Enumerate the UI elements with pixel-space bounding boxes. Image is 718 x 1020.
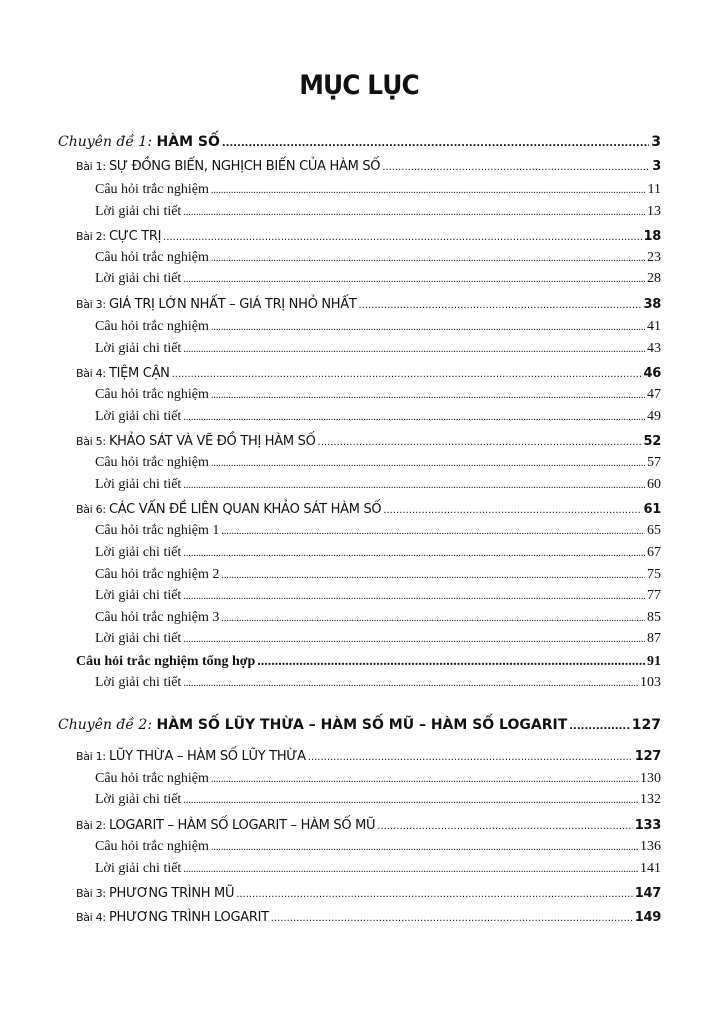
toc-entry-prefix: Bài 5:: [76, 435, 109, 448]
toc-entry-prefix: Bài 3:: [76, 887, 109, 900]
toc-page-number: 49: [647, 409, 661, 424]
toc-entry-label: [76, 910, 269, 925]
toc-page-number: 136: [640, 839, 661, 854]
toc-page-number: 28: [647, 271, 661, 286]
toc-entry-title: Lời giải chi tiết: [95, 792, 182, 807]
toc-subentry[interactable]: [95, 409, 661, 425]
toc-entry-title: Câu hỏi trắc nghiệm: [95, 182, 209, 197]
toc-entry-title: Câu hỏi trắc nghiệm: [95, 771, 209, 786]
toc-chapter[interactable]: [58, 134, 661, 150]
toc-lesson[interactable]: [76, 886, 661, 901]
dot-leader: [257, 654, 645, 670]
toc-subentry[interactable]: [95, 861, 661, 877]
toc-subentry[interactable]: [95, 588, 661, 604]
toc-page-number: 67: [647, 545, 661, 560]
toc-entry-label: [95, 204, 181, 220]
toc-entry-title: Câu hỏi trắc nghiệm: [95, 839, 209, 854]
toc-entry-title: TIỆM CẬN: [108, 366, 170, 381]
toc-entry-prefix: Bài 4:: [76, 911, 109, 924]
toc-subentry[interactable]: [95, 387, 661, 403]
toc-page-number: 13: [647, 204, 661, 219]
toc-entry-title: CÁC VẤN ĐỀ LIÊN QUAN KHẢO SÁT HÀM SỐ: [108, 502, 382, 517]
toc-entry-label: [95, 861, 181, 877]
toc-lesson[interactable]: [76, 229, 661, 244]
toc-page-number: 141: [640, 861, 661, 876]
toc-entry-label: [95, 271, 181, 287]
toc-subentry[interactable]: [95, 631, 661, 647]
toc-entry-label: [95, 523, 219, 539]
dot-leader: [221, 613, 645, 624]
toc-entry-label: [76, 502, 381, 517]
toc-subentry[interactable]: [95, 523, 661, 539]
toc-lesson[interactable]: [76, 434, 661, 449]
toc-entry-label: [95, 341, 181, 357]
toc-page-number: 52: [643, 434, 661, 449]
dot-leader: [318, 437, 642, 448]
dot-leader: [183, 591, 645, 602]
toc-page-number: 132: [640, 792, 661, 807]
toc-lesson[interactable]: [76, 818, 661, 833]
dot-leader: [183, 274, 645, 285]
page-title: MỤC LỤC: [299, 70, 419, 101]
toc-page-number: 23: [647, 250, 661, 265]
toc-entry-label: [76, 366, 170, 381]
toc-entry-title: Câu hỏi trắc nghiệm: [95, 455, 209, 470]
toc-entry-label: [76, 749, 306, 764]
toc-chapter[interactable]: [58, 717, 661, 733]
toc-entry-title: Lời giải chi tiết: [95, 271, 182, 286]
dot-leader: [183, 864, 638, 875]
dot-leader: [221, 526, 645, 537]
toc-entry-label: [95, 610, 219, 626]
toc-entry-title: Lời giải chi tiết: [95, 631, 182, 646]
toc-entry-title: Lời giải chi tiết: [95, 341, 182, 356]
toc-subentry[interactable]: [76, 654, 661, 670]
dot-leader: [183, 207, 645, 218]
toc-entry-title: PHƯƠNG TRÌNH MŨ: [108, 886, 235, 901]
toc-entry-title: Lời giải chi tiết: [95, 409, 182, 424]
toc-subentry[interactable]: [95, 839, 661, 855]
toc-page-number: 91: [647, 654, 661, 669]
toc-page-number: 38: [643, 297, 661, 312]
toc-entry-label: [76, 886, 234, 901]
toc-entry-label: [95, 409, 181, 425]
toc-entry-label: [95, 182, 209, 198]
toc-entry-label: [58, 717, 567, 733]
toc-page-number: 46: [643, 366, 661, 381]
toc-page-number: 77: [647, 588, 661, 603]
toc-entry-title: Câu hỏi trắc nghiệm: [95, 387, 209, 402]
toc-subentry[interactable]: [95, 204, 661, 220]
dot-leader: [221, 570, 645, 581]
toc-entry-prefix: Bài 6:: [76, 503, 109, 516]
toc-subentry[interactable]: [95, 341, 661, 357]
toc-entry-title: HÀM SỐ: [156, 134, 220, 150]
toc-entry-title: Lời giải chi tiết: [95, 675, 182, 690]
dot-leader: [183, 548, 645, 559]
toc-entry-label: [76, 654, 255, 670]
toc-entry-label: [76, 159, 380, 174]
dot-leader: [377, 821, 632, 832]
toc-lesson[interactable]: [76, 297, 661, 312]
dot-leader: [183, 634, 645, 645]
toc-entry-title: Lời giải chi tiết: [95, 545, 182, 560]
toc-page-number: 127: [634, 749, 661, 764]
toc-entry-title: Lời giải chi tiết: [95, 588, 182, 603]
toc-subentry[interactable]: [95, 610, 661, 626]
toc-entry-title: GIÁ TRỊ LỚN NHẤT – GIÁ TRỊ NHỎ NHẤT: [108, 297, 357, 312]
dot-leader: [222, 138, 649, 149]
toc-entry-title: SỰ ĐỒNG BIẾN, NGHỊCH BIẾN CỦA HÀM SỐ: [108, 159, 381, 174]
toc-entry-label: [95, 250, 209, 266]
toc-page-number: 3: [652, 159, 661, 174]
dot-leader: [211, 322, 645, 333]
toc-page-number: 3: [651, 134, 661, 150]
dot-leader: [183, 678, 638, 689]
toc-page-number: 18: [643, 229, 661, 244]
toc-subentry[interactable]: [95, 319, 661, 335]
toc-subentry[interactable]: [95, 271, 661, 287]
toc-page-number: 127: [631, 717, 661, 733]
dot-leader: [211, 458, 645, 469]
toc-entry-prefix: Bài 3:: [76, 298, 109, 311]
toc-entry-label: [95, 675, 181, 691]
toc-page-number: 47: [647, 387, 661, 402]
dot-leader: [382, 162, 650, 173]
toc-subentry[interactable]: [95, 545, 661, 561]
toc-entry-label: [58, 134, 220, 150]
toc-page-number: 103: [640, 675, 661, 690]
toc-lesson[interactable]: [76, 910, 661, 925]
dot-leader: [358, 300, 641, 311]
dot-leader: [183, 480, 645, 491]
dot-leader: [383, 505, 641, 516]
toc-entry-label: [76, 229, 161, 244]
toc-entry-label: [95, 455, 209, 471]
toc-entry-label: [95, 631, 181, 647]
dot-leader: [163, 232, 641, 243]
toc-entry-prefix: Bài 2:: [76, 819, 109, 832]
toc-entry-label: [76, 297, 356, 312]
toc-lesson[interactable]: [76, 749, 661, 764]
toc-subentry[interactable]: [95, 455, 661, 471]
toc-subentry[interactable]: [95, 477, 661, 493]
dot-leader: [183, 344, 645, 355]
toc-entry-prefix: Bài 4:: [76, 367, 109, 380]
toc-entry-title: CỰC TRỊ: [108, 229, 162, 244]
toc-subentry[interactable]: [95, 182, 661, 198]
toc-subentry[interactable]: [95, 771, 661, 787]
toc-entry-label: [95, 545, 181, 561]
toc-entry-label: [76, 434, 316, 449]
toc-subentry[interactable]: [95, 250, 661, 266]
toc-page-number: 149: [634, 910, 661, 925]
toc-entry-label: [95, 839, 209, 855]
toc-entry-title: Câu hỏi trắc nghiệm: [95, 319, 209, 334]
dot-leader: [211, 842, 638, 853]
toc-entry-prefix: Chuyên đề 1:: [58, 134, 157, 150]
toc-lesson[interactable]: [76, 502, 661, 517]
toc-page-number: 11: [647, 182, 661, 197]
dot-leader: [271, 913, 633, 924]
toc-page-number: 43: [647, 341, 661, 356]
dot-leader: [211, 253, 645, 264]
dot-leader: [211, 390, 645, 401]
toc-subentry[interactable]: [95, 675, 661, 691]
toc-entry-title: Câu hỏi trắc nghiệm 2: [95, 567, 220, 582]
toc-page-number: 75: [647, 567, 661, 582]
toc-entry-label: [95, 567, 219, 583]
toc-lesson[interactable]: [76, 366, 661, 381]
toc-subentry[interactable]: [95, 567, 661, 583]
toc-page-number: 65: [647, 523, 661, 538]
toc-entry-label: [95, 792, 181, 808]
toc-entry-title: LOGARIT – HÀM SỐ LOGARIT – HÀM SỐ MŨ: [108, 818, 376, 833]
toc-entry-prefix: Bài 2:: [76, 230, 109, 243]
toc-entry-label: [76, 818, 375, 833]
toc-subentry[interactable]: [95, 792, 661, 808]
toc-entry-label: [95, 477, 181, 493]
toc-entry-title: LŨY THỪA – HÀM SỐ LŨY THỪA: [108, 749, 306, 764]
toc-page-number: 133: [634, 818, 661, 833]
toc-entry-prefix: Bài 1:: [76, 750, 109, 763]
toc-page-number: 41: [647, 319, 661, 334]
dot-leader: [308, 752, 633, 763]
toc-entry-label: [95, 771, 209, 787]
toc-entry-label: [95, 319, 209, 335]
toc-entry-title: Câu hỏi trắc nghiệm: [95, 250, 209, 265]
dot-leader: [183, 795, 638, 806]
toc-entry-title: Lời giải chi tiết: [95, 204, 182, 219]
toc-entry-title: KHẢO SÁT VÀ VẼ ĐỒ THỊ HÀM SỐ: [108, 434, 316, 449]
dot-leader: [236, 889, 633, 900]
toc-page-number: 147: [634, 886, 661, 901]
toc-entry-title: Câu hỏi trắc nghiệm tổng hợp: [76, 654, 256, 669]
toc-entry-title: Câu hỏi trắc nghiệm 3: [95, 610, 220, 625]
toc-entry-label: [95, 588, 181, 604]
dot-leader: [211, 185, 646, 196]
dot-leader: [211, 774, 638, 785]
toc-page-number: 130: [640, 771, 661, 786]
toc-page-number: 57: [647, 455, 661, 470]
toc-entry-prefix: Chuyên đề 2:: [58, 717, 157, 733]
dot-leader: [172, 369, 642, 380]
toc-entry-title: Lời giải chi tiết: [95, 861, 182, 876]
toc-page-number: 61: [643, 502, 661, 517]
toc-entry-title: HÀM SỐ LŨY THỪA – HÀM SỐ MŨ – HÀM SỐ LOGARIT: [156, 717, 568, 733]
dot-leader: [569, 721, 630, 732]
toc-entry-title: PHƯƠNG TRÌNH LOGARIT: [108, 910, 269, 925]
dot-leader: [183, 412, 645, 423]
toc-lesson[interactable]: [76, 159, 661, 174]
toc-page-number: 87: [647, 631, 661, 646]
toc-entry-title: Câu hỏi trắc nghiệm 1: [95, 523, 220, 538]
toc-entry-prefix: Bài 1:: [76, 160, 109, 173]
toc-entry-title: Lời giải chi tiết: [95, 477, 182, 492]
toc-page-number: 60: [647, 477, 661, 492]
toc-page-number: 85: [647, 610, 661, 625]
toc-entry-label: [95, 387, 209, 403]
